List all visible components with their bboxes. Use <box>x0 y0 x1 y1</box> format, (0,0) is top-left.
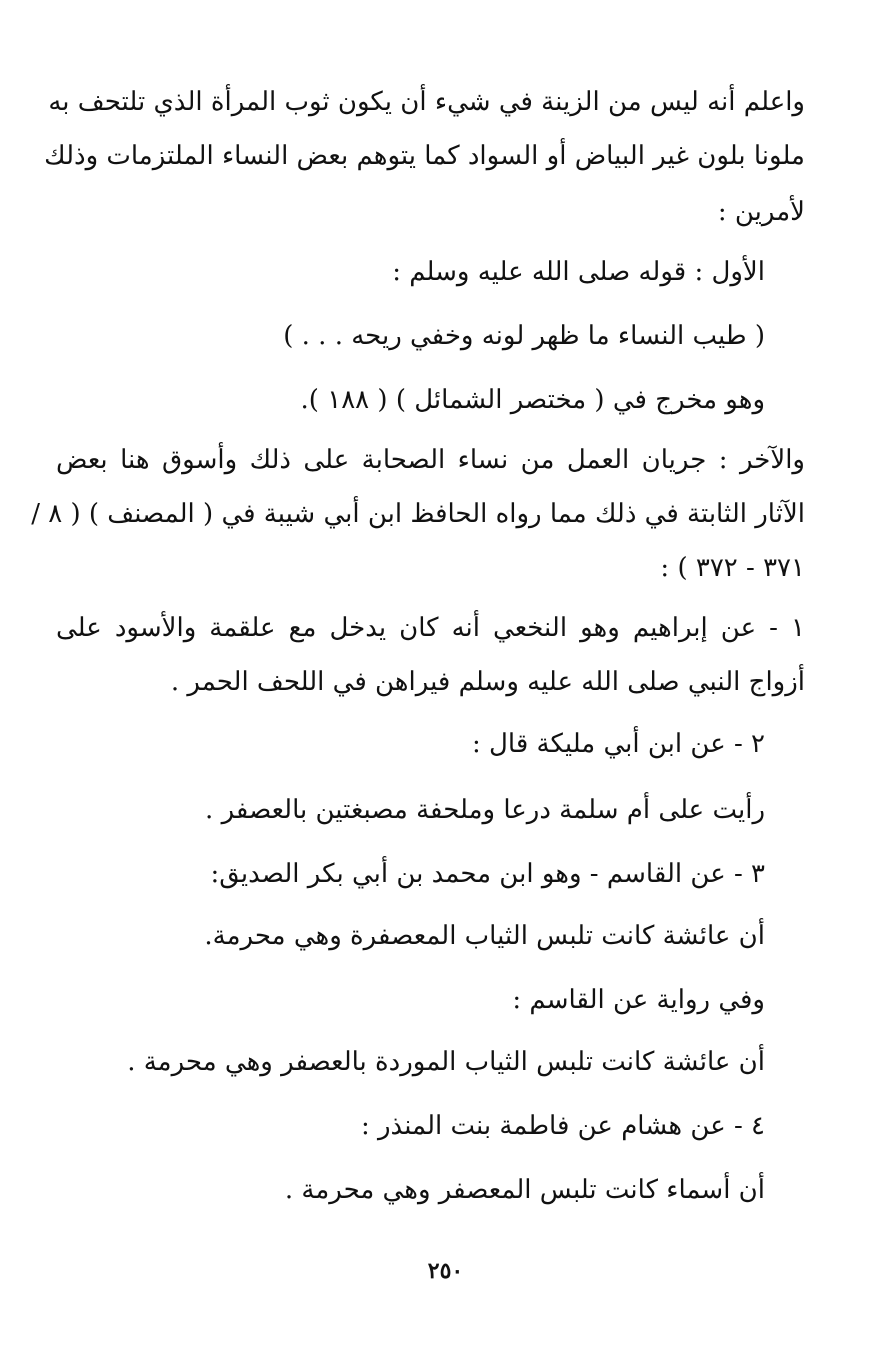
text-line: والآخر : جريان العمل من نساء الصحابة على ذلك وأسوق هنا بعض <box>56 445 805 475</box>
page-number: ٢٥٠ <box>427 1258 464 1284</box>
text-line: أن عائشة كانت تلبس الثياب الموردة بالعصفر وهي محرمة . <box>127 1047 765 1077</box>
text-line: الأول : قوله صلى الله عليه وسلم : <box>392 257 765 287</box>
list-item: ١ - عن إبراهيم وهو النخعي أنه كان يدخل مع علقمة والأسود على <box>56 613 805 643</box>
text-line: وهو مخرج في ( مختصر الشمائل ) ( ١٨٨ ). <box>300 385 765 415</box>
list-item: أزواج النبي صلى الله عليه وسلم فيراهن في اللحف الحمر . <box>170 667 805 697</box>
text-line: أن عائشة كانت تلبس الثياب المعصفرة وهي محرمة. <box>204 921 765 951</box>
list-item: ٤ - عن هشام عن فاطمة بنت المنذر : <box>360 1111 765 1141</box>
text-line: واعلم أنه ليس من الزينة في شيء أن يكون ثوب المرأة الذي تلتحف به <box>48 87 805 117</box>
list-item: ٣ - عن القاسم - وهو ابن محمد بن أبي بكر الصديق: <box>210 859 765 889</box>
text-line: أن أسماء كانت تلبس المعصفر وهي محرمة . <box>284 1175 765 1205</box>
text-line: ملونا بلون غير البياض أو السواد كما يتوهم بعض النساء الملتزمات وذلك <box>44 141 805 171</box>
list-item: ٢ - عن ابن أبي مليكة قال : <box>472 729 765 759</box>
text-line: الآثار الثابتة في ذلك مما رواه الحافظ ابن أبي شيبة في ( المصنف ) ( ٨ / <box>31 499 805 529</box>
text-line: وفي رواية عن القاسم : <box>512 985 765 1015</box>
text-line: لأمرين : <box>717 197 805 227</box>
text-line: رأيت على أم سلمة درعا وملحفة مصبغتين بالعصفر . <box>205 795 765 825</box>
text-line: ٣٧١ - ٣٧٢ ) : <box>660 553 805 583</box>
hadith-quote: ( طيب النساء ما ظهر لونه وخفي ريحه . . . ) <box>283 321 765 351</box>
